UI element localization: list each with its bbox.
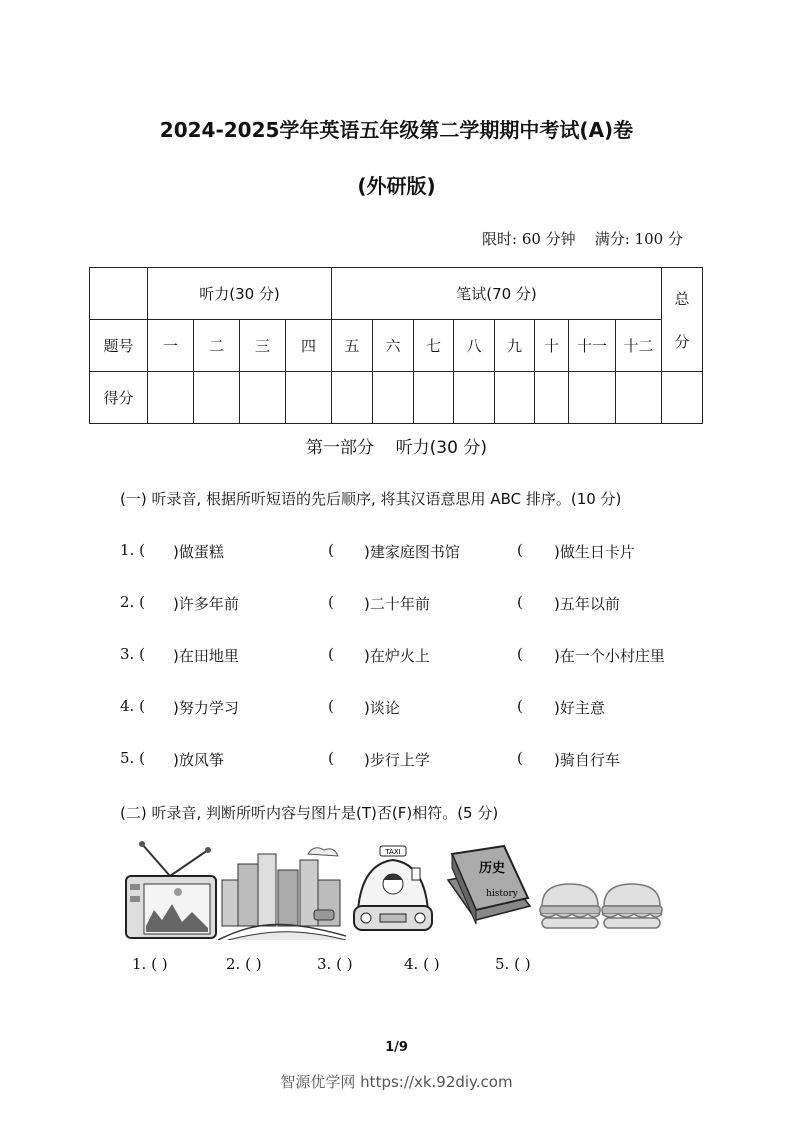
row-label-question-number: 题号 bbox=[90, 320, 148, 372]
row-label-score: 得分 bbox=[90, 372, 148, 424]
option-c: )五年以前 bbox=[554, 595, 620, 613]
score-cell[interactable] bbox=[535, 372, 569, 424]
answer-blank[interactable]: ( bbox=[328, 541, 334, 559]
section-one-instruction: (一) 听录音, 根据所听短语的先后顺序, 将其汉语意思用 ABC 排序。(10 分) bbox=[120, 490, 622, 508]
option-b: )建家庭图书馆 bbox=[364, 543, 460, 561]
answer-blank[interactable]: ( bbox=[517, 749, 523, 767]
exam-title: 2024-2025学年英语五年级第二学期期中考试(A)卷 bbox=[159, 118, 634, 142]
column-header: 三 bbox=[240, 320, 286, 372]
column-header: 二 bbox=[194, 320, 240, 372]
column-header: 一 bbox=[148, 320, 194, 372]
column-header: 六 bbox=[373, 320, 414, 372]
listening-header: 听力(30 分) bbox=[148, 268, 332, 320]
answer-blank[interactable]: ( bbox=[517, 541, 523, 559]
total-header bbox=[662, 268, 703, 372]
score-cell[interactable] bbox=[286, 372, 332, 424]
score-cell[interactable] bbox=[454, 372, 495, 424]
book-subtitle-label: history bbox=[486, 889, 518, 899]
column-header: 十二 bbox=[616, 320, 662, 372]
score-cell[interactable] bbox=[569, 372, 616, 424]
option-a: )做蛋糕 bbox=[173, 543, 224, 561]
answer-blank[interactable]: ( bbox=[517, 593, 523, 611]
column-header: 七 bbox=[414, 320, 454, 372]
history-book-icon bbox=[442, 840, 534, 940]
page-number: 1/9 bbox=[385, 1040, 408, 1055]
score-cell[interactable] bbox=[332, 372, 373, 424]
taxi-driver-icon bbox=[350, 840, 436, 940]
option-c: )做生日卡片 bbox=[554, 543, 635, 561]
time-and-score-limit: 限时: 60 分钟 满分: 100 分 bbox=[482, 230, 683, 248]
answer-blank[interactable]: ( bbox=[517, 697, 523, 715]
option-c: )好主意 bbox=[554, 699, 605, 717]
writing-header: 笔试(70 分) bbox=[332, 268, 662, 320]
question-number: 2. ( bbox=[120, 593, 145, 611]
score-cell[interactable] bbox=[495, 372, 535, 424]
score-cell[interactable] bbox=[194, 372, 240, 424]
watermark-footer: 智源优学网 https://xk.92diy.com bbox=[280, 1073, 513, 1091]
column-header: 十一 bbox=[569, 320, 616, 372]
question-row bbox=[0, 697, 793, 719]
column-header: 四 bbox=[286, 320, 332, 372]
column-header: 九 bbox=[495, 320, 535, 372]
column-header: 十 bbox=[535, 320, 569, 372]
answer-blank[interactable]: ( bbox=[328, 749, 334, 767]
score-cell[interactable] bbox=[616, 372, 662, 424]
option-a: )放风筝 bbox=[173, 751, 224, 769]
answer-blank[interactable]: ( bbox=[517, 645, 523, 663]
table-corner-cell bbox=[90, 268, 148, 320]
svg-text:TAXI: TAXI bbox=[385, 848, 401, 856]
picture-answer-2[interactable]: 2. ( ) bbox=[226, 955, 262, 973]
question-row bbox=[0, 541, 793, 563]
option-a: )在田地里 bbox=[173, 647, 239, 665]
question-row bbox=[0, 645, 793, 667]
column-header: 五 bbox=[332, 320, 373, 372]
picture-answer-3[interactable]: 3. ( ) bbox=[317, 955, 353, 973]
tv-icon bbox=[122, 840, 218, 940]
column-header: 八 bbox=[454, 320, 495, 372]
score-table bbox=[89, 267, 703, 424]
score-cell[interactable] bbox=[414, 372, 454, 424]
part-one-title: 第一部分 听力(30 分) bbox=[306, 438, 487, 458]
hamburgers-icon bbox=[538, 840, 666, 940]
picture-answer-4[interactable]: 4. ( ) bbox=[404, 955, 440, 973]
city-icon bbox=[218, 840, 346, 940]
picture-answer-5[interactable]: 5. ( ) bbox=[495, 955, 531, 973]
option-c: )在一个小村庄里 bbox=[554, 647, 665, 665]
option-b: )步行上学 bbox=[364, 751, 430, 769]
exam-subtitle: (外研版) bbox=[357, 174, 436, 198]
option-b: )在炉火上 bbox=[364, 647, 430, 665]
score-cell[interactable] bbox=[240, 372, 286, 424]
total-score-cell[interactable] bbox=[662, 372, 703, 424]
question-number: 1. ( bbox=[120, 541, 145, 559]
section-two-instruction: (二) 听录音, 判断所听内容与图片是(T)否(F)相符。(5 分) bbox=[120, 804, 499, 822]
total-header-top: 总 bbox=[674, 289, 690, 308]
option-b: )二十年前 bbox=[364, 595, 430, 613]
question-row bbox=[0, 593, 793, 615]
option-a: )许多年前 bbox=[173, 595, 239, 613]
answer-blank[interactable]: ( bbox=[328, 645, 334, 663]
score-cell[interactable] bbox=[148, 372, 194, 424]
total-header-bottom: 分 bbox=[674, 332, 690, 351]
book-title-label: 历史 bbox=[478, 861, 506, 876]
question-number: 5. ( bbox=[120, 749, 145, 767]
picture-answer-1[interactable]: 1. ( ) bbox=[132, 955, 168, 973]
answer-blank[interactable]: ( bbox=[328, 697, 334, 715]
question-number: 4. ( bbox=[120, 697, 145, 715]
option-a: )努力学习 bbox=[173, 699, 239, 717]
option-c: )骑自行车 bbox=[554, 751, 620, 769]
score-cell[interactable] bbox=[373, 372, 414, 424]
question-row bbox=[0, 749, 793, 771]
answer-blank[interactable]: ( bbox=[328, 593, 334, 611]
option-b: )谈论 bbox=[364, 699, 400, 717]
question-number: 3. ( bbox=[120, 645, 145, 663]
